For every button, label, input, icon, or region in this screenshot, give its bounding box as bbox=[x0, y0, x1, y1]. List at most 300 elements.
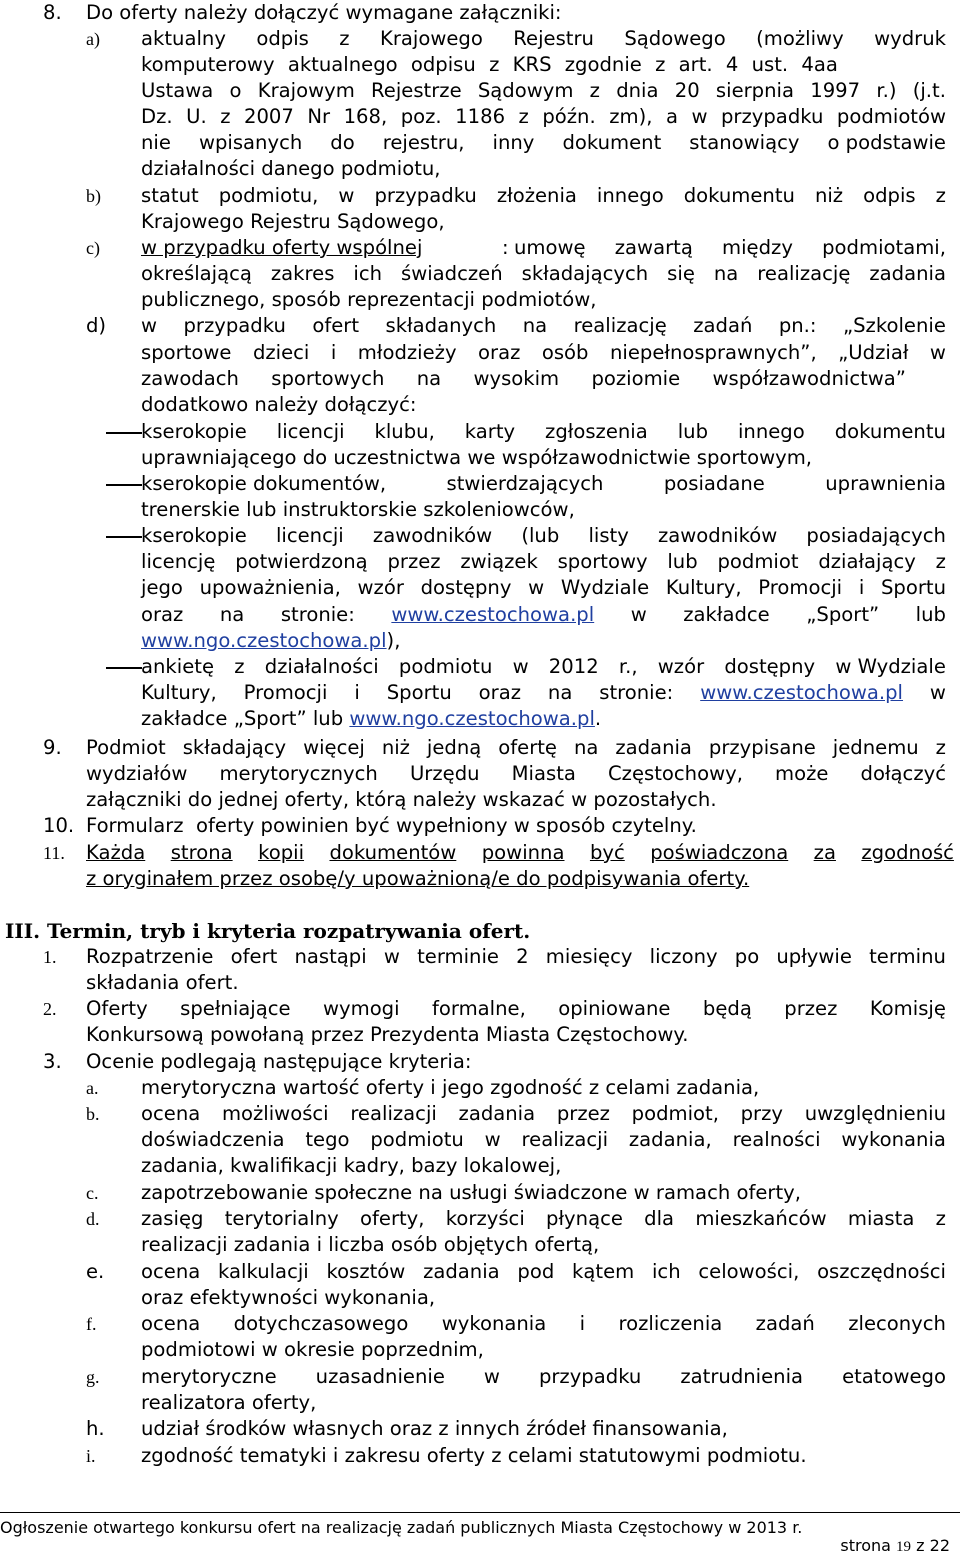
item-8-number: 8. bbox=[43, 1, 62, 24]
word: a bbox=[665, 105, 678, 128]
word: merytoryczne bbox=[141, 1365, 277, 1388]
word: aktualnego bbox=[287, 53, 398, 76]
item-8b-line-2: Krajowego Rejestru Sądowego, bbox=[141, 210, 445, 233]
word: merytorycznych bbox=[219, 762, 378, 785]
word: podmiotu bbox=[398, 655, 493, 678]
ngo-czestochowa-link[interactable]: www.ngo.czestochowa.pl bbox=[349, 707, 595, 730]
dash-bullet bbox=[106, 536, 142, 538]
word: listy bbox=[588, 524, 629, 547]
word: możliwości bbox=[221, 1102, 329, 1125]
word: w bbox=[691, 105, 708, 128]
item-8c-line-1 bbox=[514, 235, 946, 261]
word: mieszkańców bbox=[695, 1207, 827, 1230]
word: zadań bbox=[693, 314, 753, 337]
word: 1997 bbox=[810, 79, 861, 102]
word: terminu bbox=[869, 945, 946, 968]
closing-text: ), bbox=[386, 629, 401, 652]
item-8a-line-2 bbox=[141, 52, 838, 78]
word: ofert bbox=[230, 945, 278, 968]
item-11-number: 11. bbox=[43, 843, 65, 863]
item-8c-line-3: publicznego, sposób reprezentacji podmiotów, bbox=[141, 288, 597, 311]
item-8c-line-2 bbox=[141, 261, 946, 287]
dash-bullet bbox=[106, 667, 142, 669]
word: odpisu bbox=[410, 53, 476, 76]
word: zadania bbox=[615, 736, 692, 759]
criterion-f-line-1 bbox=[141, 1311, 946, 1337]
word: dokumentu bbox=[683, 184, 795, 207]
word: kopii bbox=[258, 841, 305, 864]
word: dostępny bbox=[724, 655, 816, 678]
criterion-d-line-2: realizacji zadania i liczba osób objętych ofertą, bbox=[141, 1233, 600, 1256]
word: dzieci bbox=[252, 341, 310, 364]
bullet-3-line-4 bbox=[141, 602, 946, 628]
word: jego bbox=[141, 576, 183, 599]
word: ofert bbox=[312, 314, 360, 337]
word: wydruk bbox=[874, 27, 946, 50]
sec3-p2-line-1 bbox=[86, 996, 946, 1022]
word: zgodnie bbox=[564, 53, 642, 76]
word: współzawodnictwa” bbox=[712, 367, 906, 390]
word: zadania bbox=[423, 1260, 500, 1283]
word: w bbox=[528, 576, 545, 599]
criterion-b-line-1 bbox=[141, 1101, 946, 1127]
word: między bbox=[722, 236, 793, 259]
bullet-3-line-2 bbox=[141, 549, 946, 575]
word: kosztów bbox=[326, 1260, 406, 1283]
word: i bbox=[330, 341, 337, 364]
word: na bbox=[573, 736, 599, 759]
word: realizację bbox=[573, 314, 667, 337]
bullet-2-line-1 bbox=[141, 471, 946, 497]
word: oszczędności bbox=[817, 1260, 946, 1283]
word: oraz bbox=[478, 341, 521, 364]
word: zakres bbox=[270, 262, 335, 285]
word: Promocji bbox=[758, 576, 843, 599]
word: realności bbox=[732, 1128, 821, 1151]
word: 4aa bbox=[801, 53, 838, 76]
word: nastąpi bbox=[294, 945, 367, 968]
word: przez bbox=[556, 1102, 610, 1125]
word: Ustawa bbox=[141, 79, 214, 102]
word: lub bbox=[915, 603, 946, 626]
word: 4 bbox=[725, 53, 739, 76]
item-8a-line-5 bbox=[141, 130, 946, 156]
word: Częstochowy, bbox=[608, 762, 743, 785]
dash-bullet bbox=[106, 432, 142, 434]
word: wysokim bbox=[473, 367, 560, 390]
sec3-p3-text: Ocenie podlegają następujące kryteria: bbox=[86, 1050, 472, 1073]
word: Krajowego bbox=[380, 27, 483, 50]
word: Kultury, bbox=[141, 681, 217, 704]
word: formalne, bbox=[431, 997, 526, 1020]
word: lub bbox=[667, 550, 698, 573]
word: karty bbox=[464, 420, 516, 443]
word: z bbox=[234, 655, 245, 678]
word: licencji bbox=[276, 420, 345, 443]
word: uwzględnieniu bbox=[804, 1102, 946, 1125]
word: przypadku bbox=[538, 1365, 642, 1388]
word: poziomie bbox=[591, 367, 681, 390]
item-10-number: 10. bbox=[43, 814, 75, 837]
word: realizacji bbox=[521, 1128, 609, 1151]
word: z bbox=[589, 79, 600, 102]
word: w bbox=[141, 314, 158, 337]
criterion-d-line-1 bbox=[141, 1206, 946, 1232]
word: dokument bbox=[562, 131, 662, 154]
word: Sądowym bbox=[477, 79, 574, 102]
word: w bbox=[630, 603, 647, 626]
bullet-3-line-3 bbox=[141, 575, 946, 601]
word: podmiotu, bbox=[218, 184, 319, 207]
bullet-3-line-5 bbox=[141, 628, 400, 654]
bullet-3-line-1 bbox=[141, 523, 946, 549]
word: etatowego bbox=[842, 1365, 946, 1388]
word: liczony bbox=[649, 945, 718, 968]
sec3-p1-line-2: składania ofert. bbox=[86, 971, 239, 994]
word: z bbox=[935, 550, 946, 573]
word: wykonania bbox=[841, 1128, 946, 1151]
word: lub bbox=[677, 420, 709, 443]
text: zakładce „Sport” lub bbox=[141, 707, 350, 730]
word: ofertę bbox=[498, 736, 557, 759]
word: Rejestru bbox=[513, 27, 594, 50]
word: więcej bbox=[303, 736, 365, 759]
word: posiadających bbox=[806, 524, 946, 547]
criterion-h-label: h. bbox=[86, 1417, 105, 1440]
item-8-text: Do oferty należy dołączyć wymagane załączniki: bbox=[86, 1, 562, 24]
word: 20 bbox=[674, 79, 700, 102]
word: rozliczenia bbox=[618, 1312, 723, 1335]
word: jednemu bbox=[832, 736, 919, 759]
sec3-p2-number: 2. bbox=[43, 999, 57, 1019]
word: za bbox=[813, 841, 836, 864]
word: realizacji bbox=[350, 1102, 437, 1125]
item-8c-label: c) bbox=[86, 238, 100, 258]
czestochowa-link[interactable]: www.czestochowa.pl bbox=[700, 681, 904, 704]
word: poz. bbox=[400, 105, 442, 128]
word: w bbox=[338, 184, 355, 207]
word: składający bbox=[182, 736, 287, 759]
word: Rejestrze bbox=[371, 79, 462, 102]
item-8a-line-1 bbox=[141, 26, 946, 52]
word: Oferty bbox=[86, 997, 148, 1020]
page-number bbox=[840, 1536, 950, 1557]
criterion-b-label: b. bbox=[86, 1104, 100, 1124]
word: inny bbox=[492, 131, 535, 154]
item-9-number: 9. bbox=[43, 736, 62, 759]
word: Nr bbox=[307, 105, 331, 128]
criterion-g-label: g. bbox=[86, 1367, 100, 1387]
word: przez bbox=[784, 997, 838, 1020]
word: sportowe bbox=[141, 341, 232, 364]
word: Dz. bbox=[141, 105, 173, 128]
word: KRS bbox=[512, 53, 552, 76]
word: uprawnienia bbox=[825, 472, 946, 495]
word: się bbox=[667, 262, 695, 285]
sec3-p1-line-1 bbox=[86, 944, 946, 970]
bullet-4-line-3 bbox=[141, 706, 601, 732]
word: Każda bbox=[86, 841, 146, 864]
word: pn.: bbox=[778, 314, 817, 337]
word: potwierdzoną bbox=[235, 550, 368, 573]
item-10-text: Formularz oferty powinien być wypełniony w sposób czytelny. bbox=[86, 814, 697, 837]
word: opiniowane bbox=[558, 997, 671, 1020]
word: stanowiący bbox=[689, 131, 800, 154]
word: przez bbox=[387, 550, 441, 573]
word: zawodach bbox=[141, 367, 239, 390]
word: miasta bbox=[847, 1207, 915, 1230]
word: wymogi bbox=[322, 997, 400, 1020]
criterion-d-label: d. bbox=[86, 1209, 100, 1229]
item-8a-line-3 bbox=[141, 78, 946, 104]
word: dotychczasowego bbox=[233, 1312, 409, 1335]
word: zadania bbox=[869, 262, 946, 285]
word: o bbox=[229, 79, 242, 102]
word: kątem bbox=[572, 1260, 635, 1283]
word: podmiotu bbox=[370, 1128, 464, 1151]
word: Miasta bbox=[511, 762, 576, 785]
criterion-g-line-2: realizatora oferty, bbox=[141, 1391, 317, 1414]
word: ust. bbox=[751, 53, 789, 76]
word: Wydziale bbox=[560, 576, 650, 599]
criterion-e-line-2: oraz efektywności wykonania, bbox=[141, 1286, 436, 1309]
word: dokumentu bbox=[834, 420, 946, 443]
word: kserokopie bbox=[141, 420, 247, 443]
word: późn. bbox=[542, 105, 596, 128]
word: Sądowego bbox=[624, 27, 726, 50]
word: związek bbox=[460, 550, 538, 573]
word: z bbox=[935, 1207, 946, 1230]
word: zadań bbox=[755, 1312, 815, 1335]
page-total: 22 bbox=[929, 1536, 950, 1555]
word: „Udział bbox=[838, 341, 909, 364]
item-11-line-1 bbox=[86, 840, 954, 866]
word: będą bbox=[702, 997, 752, 1020]
word: stronie: bbox=[599, 681, 674, 704]
item-11-line-2: z oryginałem przez osobę/y upoważnioną/e do podpisywania oferty. bbox=[86, 867, 750, 890]
item-8a-line-6: działalności danego podmiotu, bbox=[141, 157, 441, 180]
item-8b-line-1 bbox=[141, 183, 946, 209]
word: dla bbox=[644, 1207, 675, 1230]
word: 168, bbox=[343, 105, 388, 128]
criterion-b-line-3: zadania, kwalifikacji kadry, bazy lokalowej, bbox=[141, 1154, 562, 1177]
word: innego bbox=[596, 184, 664, 207]
word: zakładce bbox=[683, 603, 770, 626]
word: (j.t. bbox=[912, 79, 946, 102]
word: niż bbox=[381, 736, 410, 759]
footer-text: Ogłoszenie otwartego konkursu ofert na realizację zadań publicznych Miasta Częstochowy w 2013 r. bbox=[0, 1518, 803, 1537]
word: określającą bbox=[141, 262, 252, 285]
word: „Sport” bbox=[806, 603, 880, 626]
word: wpisanych bbox=[198, 131, 303, 154]
criterion-h-text: udział środków własnych oraz z innych źródeł finansowania, bbox=[141, 1417, 728, 1440]
word: dokumentów bbox=[329, 841, 457, 864]
word: wzór bbox=[357, 576, 404, 599]
word: zleconych bbox=[848, 1312, 946, 1335]
text: . bbox=[594, 707, 602, 730]
word: wydziałów bbox=[86, 762, 188, 785]
word: klubu, bbox=[374, 420, 435, 443]
bullet-4-line-1 bbox=[141, 654, 946, 680]
word: miesięcy bbox=[545, 945, 633, 968]
word: zawodników bbox=[657, 524, 778, 547]
criterion-a-text: merytoryczna wartość oferty i jego zgodność z celami zadania, bbox=[141, 1076, 760, 1099]
bullet-1-line-2: uprawniającego do uczestnictwa we współzawodnictwie sportowym, bbox=[141, 446, 813, 469]
item-8a-line-4 bbox=[141, 104, 946, 130]
word: (możliwy bbox=[756, 27, 844, 50]
sec3-p1-number: 1. bbox=[43, 947, 57, 967]
word: z bbox=[935, 736, 946, 759]
word: w bbox=[383, 945, 400, 968]
word: z bbox=[518, 105, 529, 128]
sec3-p2-line-2: Konkursową powołaną przez Prezydenta Miasta Częstochowy. bbox=[86, 1023, 689, 1046]
word: kalkulacji bbox=[218, 1260, 309, 1283]
word: z bbox=[935, 184, 946, 207]
word: na bbox=[713, 262, 739, 285]
word: stwierdzających bbox=[446, 472, 604, 495]
word: być bbox=[589, 841, 625, 864]
page-current: 19 bbox=[896, 1539, 912, 1555]
word: Urzędu bbox=[409, 762, 480, 785]
word: U. bbox=[186, 105, 207, 128]
criterion-e-label: e. bbox=[86, 1260, 105, 1283]
word: z bbox=[220, 105, 231, 128]
joint-offer-phrase: w przypadku oferty wspólnej bbox=[141, 236, 423, 259]
word: i bbox=[579, 1312, 586, 1335]
word: licencję bbox=[141, 550, 216, 573]
word: 2012 bbox=[548, 655, 599, 678]
word: zawodników bbox=[372, 524, 493, 547]
word: w bbox=[512, 655, 529, 678]
word: 1186 bbox=[455, 105, 506, 128]
word: Rozpatrzenie bbox=[86, 945, 214, 968]
word: pod bbox=[517, 1260, 555, 1283]
word: spełniające bbox=[180, 997, 291, 1020]
word: 2007 bbox=[243, 105, 294, 128]
word: i bbox=[858, 576, 865, 599]
ngo-czestochowa-link[interactable]: www.ngo.czestochowa.pl bbox=[141, 629, 387, 652]
word: terytorialny bbox=[224, 1207, 339, 1230]
word: przypadku bbox=[374, 184, 477, 207]
word: kserokopie bbox=[141, 524, 247, 547]
word: z bbox=[655, 53, 666, 76]
word: Krajowym bbox=[257, 79, 355, 102]
word: upływie bbox=[776, 945, 852, 968]
item-9-line-2 bbox=[86, 761, 946, 787]
sec3-p3-number: 3. bbox=[43, 1050, 62, 1073]
word: poświadczona bbox=[650, 841, 789, 864]
word: „Szkolenie bbox=[842, 314, 946, 337]
word: ich bbox=[353, 262, 383, 285]
word: przy bbox=[740, 1102, 783, 1125]
word: dnia bbox=[616, 79, 659, 102]
word: art. bbox=[678, 53, 713, 76]
word: licencji bbox=[275, 524, 344, 547]
word: zgłoszenia bbox=[545, 420, 648, 443]
criterion-g-line-1 bbox=[141, 1364, 946, 1390]
word: uzasadnienie bbox=[315, 1365, 445, 1388]
word: zatrudnienia bbox=[680, 1365, 804, 1388]
word: posiadane bbox=[663, 472, 765, 495]
word: zm), bbox=[609, 105, 653, 128]
word: złożenia bbox=[496, 184, 577, 207]
word: zadania, bbox=[628, 1128, 712, 1151]
word: Promocji bbox=[243, 681, 328, 704]
item-8d-line-1 bbox=[141, 313, 946, 339]
word: przypisane bbox=[708, 736, 816, 759]
word: zgodność bbox=[861, 841, 954, 864]
word: podmiot bbox=[717, 550, 799, 573]
word: o podstawie bbox=[827, 131, 946, 154]
word: w bbox=[484, 1128, 501, 1151]
criterion-a-label: a. bbox=[86, 1078, 99, 1098]
word: odpis bbox=[863, 184, 916, 207]
criterion-f-label: f. bbox=[86, 1314, 97, 1334]
word: na bbox=[219, 603, 245, 626]
item-9-line-1 bbox=[86, 735, 946, 761]
word: do bbox=[330, 131, 355, 154]
word: komputerowy bbox=[141, 53, 275, 76]
word: przypadku bbox=[183, 314, 286, 337]
criterion-e-line-1 bbox=[141, 1259, 946, 1285]
colon: : bbox=[502, 236, 509, 259]
word: kserokopie dokumentów, bbox=[141, 472, 387, 495]
word: stronie: bbox=[280, 603, 355, 626]
item-8a-label: a) bbox=[86, 29, 100, 49]
word: w bbox=[483, 1365, 500, 1388]
word: może bbox=[775, 762, 829, 785]
word: upoważnienia, bbox=[199, 576, 341, 599]
word: wykonania bbox=[441, 1312, 547, 1335]
word: Podmiot bbox=[86, 736, 166, 759]
word: podmiotów bbox=[836, 105, 946, 128]
word: zasięg bbox=[141, 1207, 204, 1230]
item-8d-line-2 bbox=[141, 340, 946, 366]
word: realizację bbox=[757, 262, 851, 285]
word: r., bbox=[618, 655, 638, 678]
word: zadania bbox=[458, 1102, 536, 1125]
word: tego bbox=[305, 1128, 350, 1151]
word: w Wydziale bbox=[835, 655, 946, 678]
footer-divider bbox=[0, 1512, 960, 1513]
page-sep: z bbox=[916, 1536, 925, 1555]
word: z bbox=[339, 27, 350, 50]
word: przypadku bbox=[721, 105, 824, 128]
word: (lub bbox=[521, 524, 560, 547]
word: i bbox=[354, 681, 360, 704]
criterion-i-text: zgodność tematyki i zakresu oferty z celami statutowymi podmiotu. bbox=[141, 1444, 807, 1467]
word: składających bbox=[521, 262, 649, 285]
word: doświadczenia bbox=[141, 1128, 285, 1151]
bullet-4-line-2 bbox=[141, 680, 946, 706]
word: sportowy bbox=[557, 550, 648, 573]
dash-bullet bbox=[106, 484, 142, 486]
criterion-b-line-2 bbox=[141, 1127, 946, 1153]
page-prefix: strona bbox=[840, 1536, 891, 1555]
czestochowa-link[interactable]: www.czestochowa.pl bbox=[391, 603, 595, 626]
word: na bbox=[416, 367, 442, 390]
word: oraz bbox=[478, 681, 521, 704]
word: po bbox=[734, 945, 760, 968]
word: Komisję bbox=[869, 997, 946, 1020]
item-8d-line-3 bbox=[141, 366, 906, 392]
word: 2 bbox=[516, 945, 529, 968]
word: odpis bbox=[256, 27, 309, 50]
item-9-line-3: załączniki do jednej oferty, którą należy wskazać w pozostałych. bbox=[86, 788, 717, 811]
word: ich bbox=[651, 1260, 681, 1283]
section-3-heading: III. Termin, tryb i kryteria rozpatrywania ofert. bbox=[5, 919, 531, 943]
word: ocena bbox=[141, 1102, 201, 1125]
